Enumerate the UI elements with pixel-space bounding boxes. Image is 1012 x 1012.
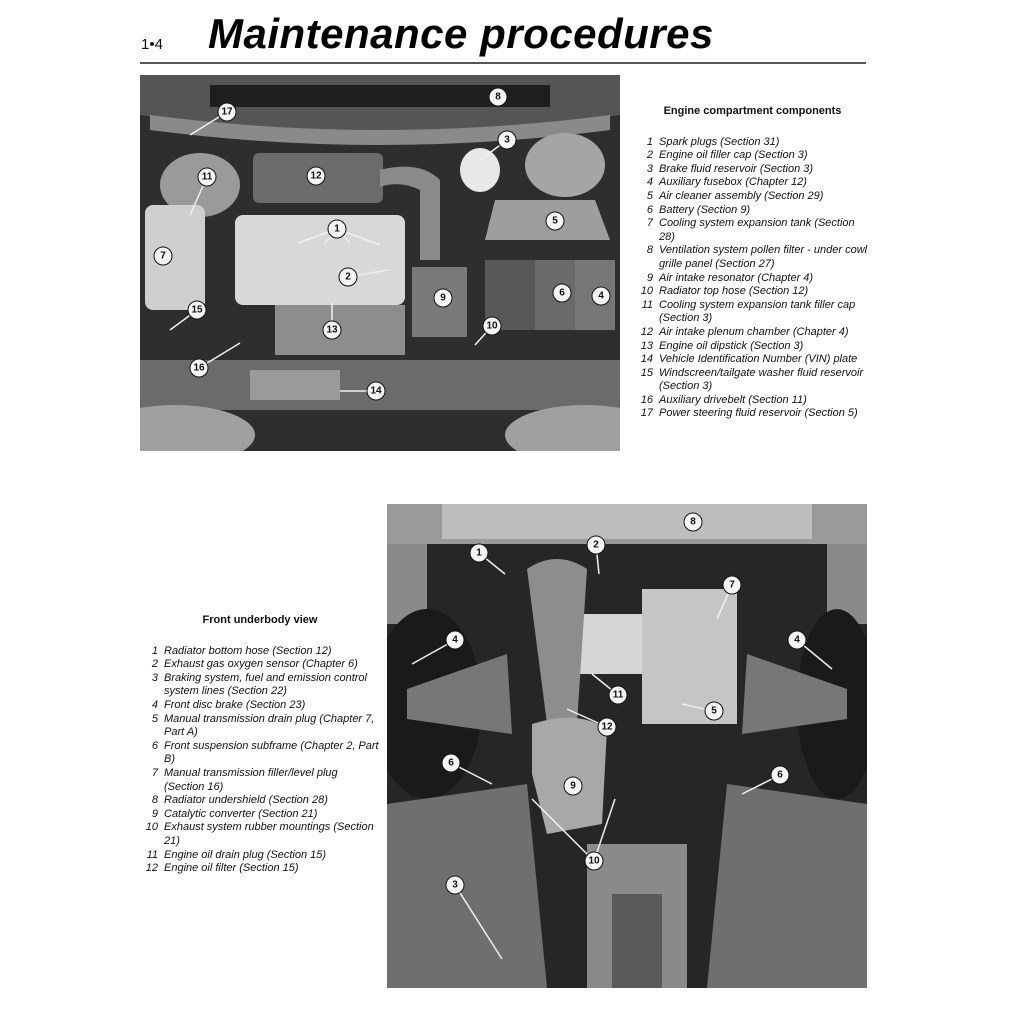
callout-marker: 7: [154, 247, 173, 266]
legend-item: [635, 163, 870, 177]
legend-item-text: Front disc brake (Section 23): [164, 698, 306, 711]
callout-marker: 3: [446, 876, 465, 895]
legend-item-text: Catalytic converter (Section 21): [164, 807, 318, 820]
legend-item: [635, 190, 870, 204]
callout-marker: 13: [323, 321, 342, 340]
callout-marker: 2: [339, 268, 358, 287]
legend-item-number: 1: [151, 644, 158, 657]
legend-item-text: Cooling system expansion tank filler cap (Section 3): [659, 298, 856, 325]
callout-marker: 1: [328, 220, 347, 239]
legend-item: [140, 849, 380, 863]
legend-item-text: Engine oil filter (Section 15): [164, 862, 299, 875]
legend-item-text: Manual transmission drain plug (Chapter 7, Part A): [164, 712, 375, 739]
legend-item-text: Engine oil filler cap (Section 3): [659, 149, 808, 162]
legend-item-number: 16: [640, 393, 653, 406]
legend-item: [635, 136, 870, 150]
legend-item-text: Braking system, fuel and emission control system lines (Section 22): [164, 671, 367, 698]
callout-marker: 17: [218, 103, 237, 122]
legend-item: [140, 740, 380, 767]
legend-item: [140, 645, 380, 659]
underbody-photo-illustration: [387, 504, 867, 988]
legend-item-text: Spark plugs (Section 31): [659, 135, 780, 148]
legend-item-number: 4: [151, 698, 158, 711]
legend-item-number: 12: [640, 325, 653, 338]
legend-item: [140, 658, 380, 672]
legend-item: [635, 394, 870, 408]
legend-item: [140, 699, 380, 713]
legend-item-text: Power steering fluid reservoir (Section 5): [659, 407, 858, 420]
legend-item-text: Air intake plenum chamber (Chapter 4): [659, 325, 849, 338]
legend-item-number: 15: [640, 366, 653, 379]
legend-item: [635, 326, 870, 340]
front-underbody-photo: [387, 504, 867, 988]
callout-marker: 11: [198, 168, 217, 187]
legend-item-number: 9: [646, 271, 653, 284]
legend-item-text: Engine oil dipstick (Section 3): [659, 339, 804, 352]
callout-marker: 6: [553, 284, 572, 303]
callout-marker: 4: [592, 287, 611, 306]
callout-marker: 12: [307, 167, 326, 186]
legend-item-number: 3: [646, 162, 653, 175]
callout-marker: 7: [723, 576, 742, 595]
callout-marker: 4: [446, 631, 465, 650]
legend-item-number: 5: [151, 712, 158, 725]
legend-item-number: 1: [646, 135, 653, 148]
legend-item-number: 17: [640, 407, 653, 420]
legend-item-text: Auxiliary drivebelt (Section 11): [659, 393, 807, 406]
legend-item-text: Air cleaner assembly (Section 29): [659, 189, 824, 202]
legend-item: [635, 149, 870, 163]
callout-marker: 3: [498, 131, 517, 150]
legend-item-text: Vehicle Identification Number (VIN) plate: [659, 353, 858, 366]
legend-item-text: Air intake resonator (Chapter 4): [659, 271, 814, 284]
legend-item-number: 7: [151, 766, 158, 779]
callout-marker: 6: [771, 766, 790, 785]
legend-item-number: 3: [151, 671, 158, 684]
legend-item-text: Battery (Section 9): [659, 203, 751, 216]
callout-marker: 15: [188, 301, 207, 320]
legend-item-number: 12: [145, 862, 158, 875]
legend-item: [635, 353, 870, 367]
callout-marker: 9: [564, 777, 583, 796]
legend-item: [635, 340, 870, 354]
legend-item: [635, 176, 870, 190]
underbody-legend: [140, 614, 380, 876]
legend-item-number: 2: [646, 149, 653, 162]
engine-components-legend: [635, 105, 870, 421]
legend-item-text: Auxiliary fusebox (Chapter 12): [659, 176, 807, 189]
legend-item: [635, 407, 870, 421]
legend-item-number: 6: [646, 203, 653, 216]
legend-item-number: 10: [640, 285, 653, 298]
underbody-legend-heading: Front underbody view: [202, 614, 318, 626]
engine-components-list: [635, 136, 870, 421]
legend-item-text: Manual transmission filler/level plug (Section 16): [164, 766, 338, 793]
legend-item: [140, 672, 380, 699]
legend-item-text: Windscreen/tailgate washer fluid reservoir (Section 3): [659, 366, 864, 393]
callout-marker: 8: [489, 88, 508, 107]
legend-item-text: Engine oil drain plug (Section 15): [164, 848, 327, 861]
callout-marker: 14: [367, 382, 386, 401]
legend-item: [635, 285, 870, 299]
legend-item-text: Brake fluid reservoir (Section 3): [659, 162, 814, 175]
legend-item-text: Exhaust system rubber mountings (Section 21): [164, 821, 374, 847]
legend-item: [635, 299, 870, 326]
legend-item-number: 14: [640, 353, 653, 366]
callout-marker: 12: [598, 718, 617, 737]
callout-marker: 5: [705, 702, 724, 721]
callout-marker: 6: [442, 754, 461, 773]
legend-item-text: Cooling system expansion tank (Section 28): [659, 217, 855, 243]
legend-item-number: 13: [640, 339, 653, 352]
legend-item-number: 5: [646, 189, 653, 202]
legend-item-text: Radiator undershield (Section 28): [164, 794, 328, 807]
legend-item-text: Front suspension subframe (Chapter 2, Part B): [164, 739, 379, 766]
legend-item-number: 11: [146, 848, 158, 861]
legend-item: [140, 767, 380, 794]
legend-item-number: 4: [646, 176, 653, 189]
legend-item-number: 8: [151, 794, 158, 807]
legend-item: [635, 204, 870, 218]
legend-item-number: 11: [641, 298, 653, 311]
legend-item: [635, 244, 870, 271]
legend-item: [140, 794, 380, 808]
legend-item: [140, 821, 380, 848]
page-number: 1•4: [141, 36, 163, 53]
legend-item-number: 10: [145, 821, 158, 834]
callout-marker: 10: [483, 317, 502, 336]
legend-item: [140, 862, 380, 876]
legend-item-number: 9: [151, 807, 158, 820]
legend-item: [635, 217, 870, 244]
callout-marker: 2: [587, 536, 606, 555]
legend-item: [635, 272, 870, 286]
callout-marker: 9: [434, 289, 453, 308]
callout-marker: 5: [546, 212, 565, 231]
underbody-components-list: [140, 645, 380, 876]
legend-item-text: Ventilation system pollen filter - under cowl grille panel (Section 27): [659, 244, 868, 270]
legend-item-number: 2: [151, 658, 158, 671]
legend-item-number: 6: [151, 739, 158, 752]
legend-item-number: 7: [646, 217, 653, 230]
legend-item-text: Radiator bottom hose (Section 12): [164, 644, 332, 657]
callout-marker: 11: [609, 686, 628, 705]
callout-marker: 8: [684, 513, 703, 532]
title-rule: [140, 62, 866, 64]
legend-item: [140, 713, 380, 740]
engine-legend-heading: Engine compartment components: [663, 105, 842, 117]
page-title: Maintenance procedures: [208, 10, 714, 57]
legend-item: [140, 808, 380, 822]
callout-marker: 16: [190, 359, 209, 378]
legend-item-number: 8: [646, 244, 653, 257]
callout-marker: 4: [788, 631, 807, 650]
legend-item-text: Exhaust gas oxygen sensor (Chapter 6): [164, 658, 358, 671]
callout-marker: 1: [470, 544, 489, 563]
engine-compartment-photo: [140, 75, 620, 451]
callout-marker: 10: [585, 852, 604, 871]
legend-item: [635, 367, 870, 394]
legend-item-text: Radiator top hose (Section 12): [659, 285, 809, 298]
